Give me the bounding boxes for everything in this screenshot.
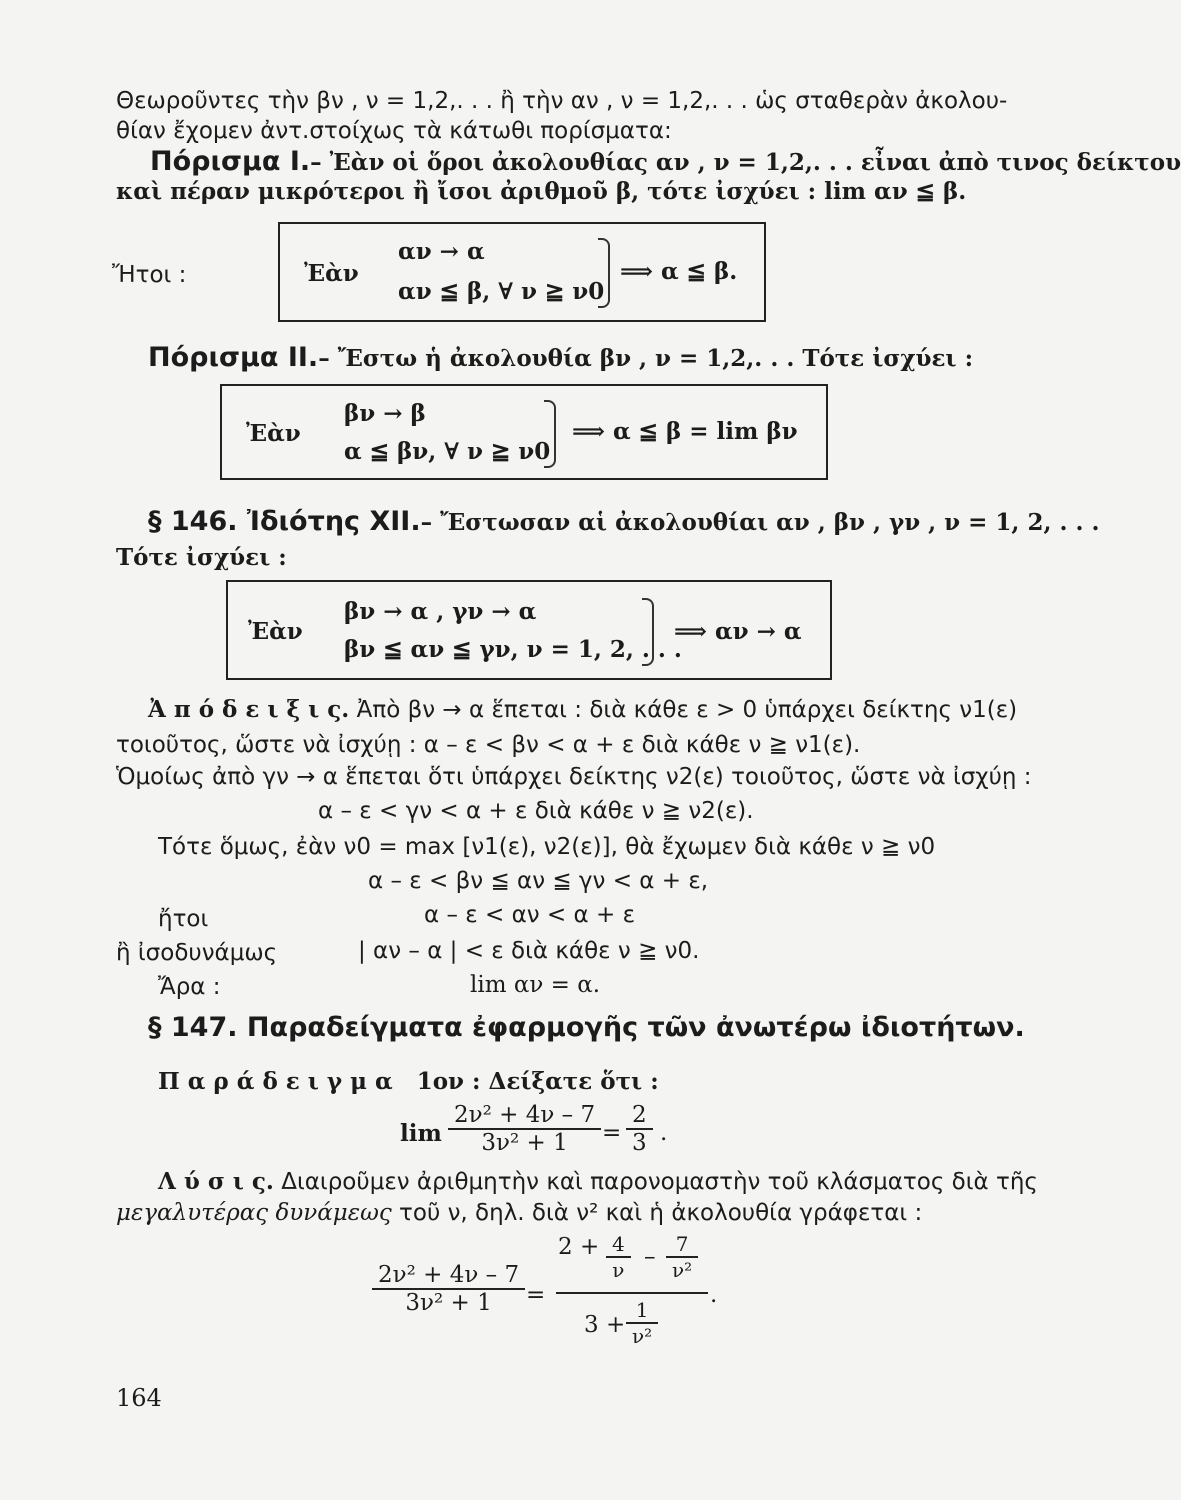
proof-line-5: Τότε ὅμως, ἐὰν ν0 = max [ν1(ε), ν2(ε)], θὰ ἔχωμεν διὰ κάθε ν ≧ ν0 (158, 834, 936, 860)
solution-equals: = (526, 1282, 546, 1308)
solution-line-1 (158, 1168, 1038, 1197)
section-146-cond-2: βν ≦ αν ≦ γν, ν = 1, 2, . . . (344, 636, 682, 663)
solution-line-2-text: τοῦ ν, δηλ. διὰ ν² καὶ ἡ ἀκολουθία γράφεται : (399, 1200, 923, 1226)
porisma-1-text: – Ἐὰν οἱ ὅροι ἀκολουθίας αν , ν = 1,2,. . . εἶναι ἀπὸ τινος δείκτου (310, 149, 1181, 176)
solution-frac-7-den: ν² (666, 1256, 698, 1282)
example-numerator: 2ν² + 4ν – 7 (454, 1102, 596, 1128)
solution-line-2 (116, 1200, 922, 1228)
solution-frac-4-den: ν (606, 1256, 631, 1282)
proof-line-2: τοιοῦτος, ὥστε νὰ ἰσχύῃ : α – ε < βν < α + ε διὰ κάθε ν ≧ ν1(ε). (116, 732, 861, 758)
example-denominator: 3ν² + 1 (448, 1128, 601, 1156)
intro-line-1: Θεωροῦντες τὴν βν , ν = 1,2,. . . ἢ τὴν αν , ν = 1,2,. . . ὡς σταθερὰν ἀκολου- (116, 88, 1008, 114)
porisma-2-cond-1: βν → β (344, 400, 426, 427)
example-line (158, 1068, 659, 1096)
proof-line-7: α – ε < αν < α + ε (424, 902, 635, 928)
proof-itoi: ἤτοι (158, 906, 209, 932)
porisma-1-cond-2: αν ≦ β, ∀ ν ≧ ν0 (398, 278, 605, 305)
porisma-1-heading: Πόρισμα I. (150, 146, 311, 177)
solution-frac-1-den: ν² (626, 1322, 658, 1348)
porisma-1-cond-1: αν → α (398, 238, 485, 265)
section-146-tote: Τότε ἰσχύει : (116, 544, 287, 571)
porisma-1-itoi: Ἤτοι : (112, 262, 187, 288)
section-147-heading: § 147. Παραδείγματα ἐφαρμογῆς τῶν ἀνωτέρω ἰδιοτήτων. (148, 1012, 1025, 1043)
section-146-heading: § 146. Ἰδιότης XII. (148, 506, 421, 537)
section-146-box (226, 580, 832, 680)
porisma-2-line (148, 342, 973, 374)
proof-line-1-text: Ἀπὸ βν → α ἕπεται : διὰ κάθε ε > 0 ὑπάρχει δείκτης ν1(ε) (356, 697, 1018, 723)
section-146-line (148, 506, 1100, 538)
example-rhs-numerator: 2 (632, 1102, 647, 1128)
porisma-2-heading: Πόρισμα II. (148, 342, 319, 373)
porisma-1-box (278, 222, 766, 322)
section-146-brace (642, 598, 654, 666)
solution-left-numerator: 2ν² + 4ν – 7 (378, 1262, 520, 1288)
proof-line-8: | αν – α | < ε διὰ κάθε ν ≧ ν0. (358, 938, 700, 964)
porisma-1-line-2: καὶ πέραν μικρότεροι ἢ ἴσοι ἀριθμοῦ β, τότε ἰσχύει : lim αν ≦ β. (116, 178, 967, 205)
example-label: Π α ρ ά δ ε ι γ μ α (158, 1068, 393, 1095)
example-dot: . (660, 1120, 668, 1146)
solution-frac-7-over-nu2 (666, 1232, 698, 1282)
porisma-2-box (220, 384, 828, 480)
porisma-1-ean: Ἐὰν (304, 260, 359, 287)
section-146-cond-1: βν → α , γν → α (344, 598, 537, 625)
example-fraction-left (448, 1102, 601, 1156)
proof-isod: ἢ ἰσοδυνάμως (116, 940, 278, 966)
example-equals: = (602, 1120, 622, 1146)
porisma-1-brace (598, 238, 610, 308)
proof-ara: Ἄρα : (158, 974, 221, 1000)
porisma-2-brace (544, 400, 556, 468)
solution-frac-1-over-nu2 (626, 1298, 658, 1348)
solution-fraction-left (372, 1262, 525, 1316)
solution-minus: – (644, 1244, 656, 1270)
proof-label: Ἀ π ό δ ε ι ξ ι ς. (148, 696, 350, 723)
proof-line-4: α – ε < γν < α + ε διὰ κάθε ν ≧ ν2(ε). (318, 798, 754, 824)
proof-line-1 (148, 696, 1017, 725)
intro-line-2: θίαν ἔχομεν ἀντ.στοίχως τὰ κάτωθι πορίσματα: (116, 118, 672, 144)
porisma-2-ean: Ἐὰν (246, 420, 301, 447)
example-lim: lim (400, 1120, 442, 1147)
porisma-1-line-1 (150, 146, 1181, 178)
solution-frac-7-num: 7 (675, 1232, 689, 1256)
solution-main-fraction-bar (556, 1292, 708, 1294)
solution-line-1-text: Διαιροῦμεν ἀριθμητὴν καὶ παρονομαστὴν τοῦ κλάσματος διὰ τῆς (281, 1169, 1038, 1195)
example-rhs-denominator: 3 (626, 1128, 653, 1156)
solution-frac-4-num: 4 (612, 1232, 625, 1256)
solution-emphasis: μεγαλυτέρας δυνάμεως (116, 1200, 392, 1226)
proof-line-6: α – ε < βν ≦ αν ≦ γν < α + ε, (368, 868, 709, 894)
section-146-result: ⟹ αν → α (674, 618, 802, 645)
porisma-2-cond-2: α ≦ βν, ∀ ν ≧ ν0 (344, 438, 551, 465)
solution-big-denominator (584, 1312, 625, 1340)
proof-line-3: Ὁμοίως ἀπὸ γν → α ἕπεται ὅτι ὑπάρχει δείκτης ν2(ε) τοιοῦτος, ὥστε νὰ ἰσχύῃ : (116, 764, 1032, 790)
solution-big-numerator (558, 1234, 599, 1262)
solution-frac-4-over-nu (606, 1232, 631, 1282)
porisma-1-result: ⟹ α ≦ β. (620, 258, 738, 285)
solution-three-plus: 3 + (584, 1312, 626, 1338)
section-146-text: – Ἔστωσαν αἱ ἀκολουθίαι αν , βν , γν , ν = 1, 2, . . . (420, 509, 1100, 536)
proof-line-9: lim αν = α. (470, 972, 601, 998)
section-146-ean: Ἐὰν (248, 618, 303, 645)
solution-two-plus: 2 + (558, 1234, 600, 1260)
example-fraction-right (626, 1102, 653, 1156)
porisma-2-text: – Ἔστω ἡ ἀκολουθία βν , ν = 1,2,. . . Τότε ἰσχύει : (318, 345, 974, 372)
example-text: 1ον : Δείξατε ὅτι : (416, 1068, 659, 1095)
solution-left-denominator: 3ν² + 1 (372, 1288, 525, 1316)
solution-frac-1-num: 1 (635, 1298, 649, 1322)
solution-dot: . (710, 1282, 718, 1308)
porisma-2-result: ⟹ α ≦ β = lim βν (572, 418, 798, 445)
solution-label: Λ ύ σ ι ς. (158, 1168, 274, 1195)
page-number: 164 (116, 1384, 162, 1412)
